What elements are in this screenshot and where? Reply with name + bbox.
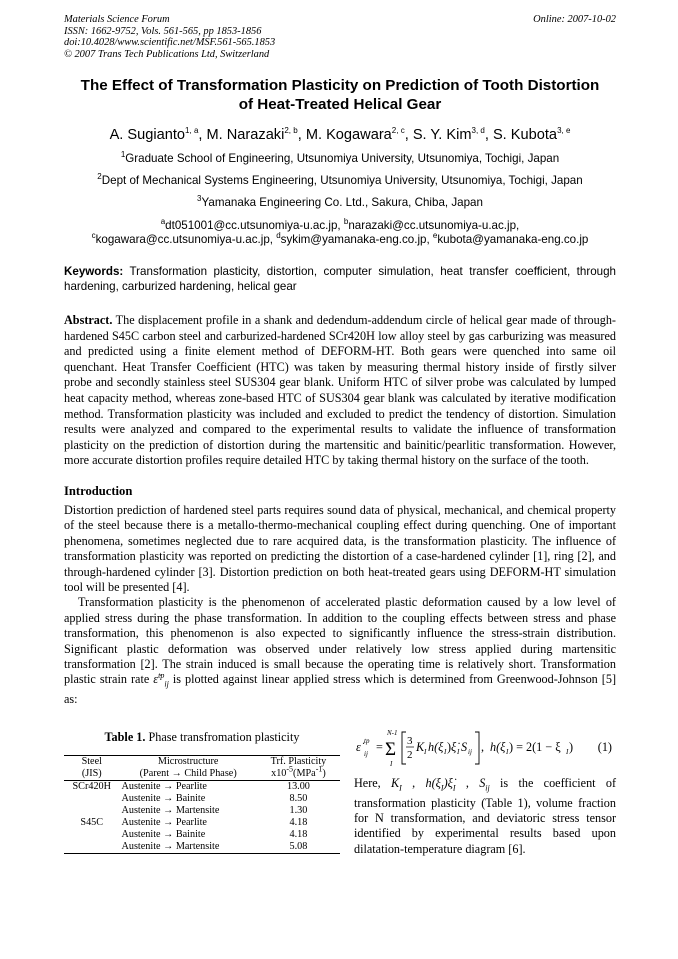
table-1	[64, 730, 340, 854]
table-row: SCr420H Austenite → Pearlite 13.00	[72, 780, 310, 792]
online-date: Online: 2007-10-02	[533, 14, 616, 25]
eq-comma: ,	[481, 739, 485, 754]
eq-s-sub: ij	[468, 747, 472, 756]
eq-sum: Σ	[385, 738, 397, 760]
intro-paragraph-2: Transformation plasticity is the phenomenon of accelerated plastic deformation caused by a low level of applied stress during the phase transformation. In addition to the coupling effects between stress and phase transformation, this phenomenon is also expected to significantly influence the stress-strain distribution. Significant plastic deformation was observed under relatively low stress applied during martensitic transformation [2]. The strain induced is small because the operating time is relatively short. Transformation plastic strain rate ε̇$^{tp}_{ij}$ is plotted against linear applied stress which is determined from Greenwood-Johnson [5] as:	[64, 595, 617, 707]
eq-rhs-end: )	[569, 739, 574, 754]
email-a[interactable]: dt051001@cc.utsunomiya-u.ac.jp,	[165, 219, 344, 232]
table-equation-area	[64, 712, 616, 862]
author: S. Kubota$^{3, e}$	[492, 126, 571, 143]
eq-bracket-right	[475, 732, 479, 764]
eq-lhs-sup: tp	[364, 736, 370, 745]
eq-s: S	[461, 739, 468, 754]
paper-page	[64, 14, 616, 862]
section-heading-introduction: Introduction	[64, 483, 133, 498]
equation-column	[354, 712, 616, 857]
eq-h-sub: I	[444, 747, 447, 756]
author: A. Sugianto$^{1, a}$,	[109, 126, 207, 143]
table-row: Austenite → Bainite 8.50	[121, 792, 308, 804]
col-subheader: (Parent → Child Phase)	[120, 768, 257, 781]
eq-xi-dot: ξ̇	[451, 739, 457, 754]
email-b[interactable]: narazaki@cc.utsunomiya-u.ac.jp,	[348, 219, 520, 232]
eq-frac-num: 3	[407, 734, 413, 747]
title-line-2: of Heat-Treated Helical Gear	[238, 96, 442, 113]
affiliation-1: $^1$Graduate School of Engineering, Utsunomiya University, Utsunomiya, Tochigi, Japan	[120, 150, 560, 165]
paper-title	[64, 76, 616, 114]
eq-sum-bot: I	[390, 759, 393, 768]
author-list	[64, 126, 616, 144]
title-line-1: The Effect of Transformation Plasticity on Prediction of Tooth Distortion	[80, 77, 600, 94]
equation-number: (1)	[597, 739, 612, 754]
abstract	[64, 313, 616, 469]
inline-strain-rate: ε̇$^{tp}_{ij}$	[153, 671, 169, 689]
abstract-text: The displacement profile in a shank and dedendum-addendum circle of helical gear made of through-hardened S45C carbon steel and carburized-hardened SCr420H low alloy steel by gas carburizing was measured and predicted using a finite element method of DEFORM-HT. Both gears were quenched into same oil quenchant. Heat Transfer Coefficient (HTC) was taken by measuring thermal history inside of firstly silver probe and secondly stainless steel SUS304 gear blank. Uniform HTC of silver probe was calculated by lumped heat capacity method, whereas zone-based HTC of SUS304 gear blank was calculated by iterative modification method. Transformation plasticity was included and excluded to predict the tendency of distortion. Simulation results were analyzed and compared to the experimental results to validate the influence of transformation plasticity on the prediction of distortion during the martensitic and bainitic/pearlitic transformation. However, more accurate distortion profiles require detailed HTC by taking thermal history on the surface of the tooth.	[64, 313, 616, 468]
author-emails: $^a$dt051001@cc.utsunomiya-u.ac.jp, $^b$narazaki@cc.utsunomiya-u.ac.jp, $^c$kogawara@cc.utsunomiya-u.ac.jp, $^d$sykim@yamanaka-eng.co.jp, $^e$kubota@yamanaka-eng.co.jp	[91, 217, 589, 246]
col-subheader: (JIS)	[64, 768, 120, 781]
eq-k: K	[416, 739, 425, 754]
table-row: Austenite → Martensite 5.08	[64, 841, 340, 854]
eq-equals: =	[376, 739, 383, 754]
email-d[interactable]: sykim@yamanaka-eng.co.jp,	[280, 233, 433, 246]
keywords-label: Keywords:	[64, 265, 124, 278]
table-row: Austenite → Martensite 1.30	[121, 804, 308, 816]
affiliation-3: $^3$Yamanaka Engineering Co. Ltd., Sakura, Chiba, Japan	[197, 194, 483, 209]
author: M. Narazaki$^{2, b}$,	[206, 126, 306, 143]
copyright: © 2007 Trans Tech Publications Ltd, Switzerland	[64, 48, 270, 60]
issn: ISSN: 1662-9752, Vols. 561-565, pp 1853-1856	[64, 25, 262, 37]
eq-rhs-sub2: I	[566, 747, 569, 756]
col-header: Trf. Plasticity	[257, 755, 340, 768]
table-row: Austenite → Bainite 4.18	[121, 828, 308, 840]
keywords-text: Transformation plasticity, distortion, computer simulation, heat transfer coefficient, through hardening, carburized hardening, helical gear	[64, 265, 616, 293]
affiliation-2: $^2$Dept of Mechanical Systems Engineering, Utsunomiya University, Utsunomiya, Tochigi, Japan	[97, 172, 583, 187]
email-e[interactable]: kubota@yamanaka-eng.co.jp	[437, 233, 589, 246]
eq-h: h(ξ	[428, 739, 444, 754]
table-row: S45C Austenite → Pearlite 4.18	[80, 816, 308, 828]
equation-explanation: Here, $K_I$ , $h(\xi_I)\xi̇_I$ , $S_{ij}$ is the coefficient of transformation plasticity (Table 1), volume fraction for N transformation, and deviatoric stress tensor identified by experimental results based upon dilatation-temperature diagram [6].	[354, 775, 617, 856]
col-header: Microstructure	[120, 755, 257, 768]
eq-rhs-sub: I	[506, 747, 509, 756]
keywords	[64, 265, 616, 294]
author: M. Kogawara$^{2, c}$,	[305, 126, 413, 143]
journal-header	[64, 14, 616, 60]
email-c[interactable]: kogawara@cc.utsunomiya-u.ac.jp,	[95, 233, 277, 246]
eq-rhs-tail: ) = 2(1 − ξ	[509, 739, 561, 754]
eq-lhs-sub: ij	[364, 749, 368, 758]
equation-1	[354, 726, 616, 770]
eq-lhs: ε̇	[356, 739, 361, 754]
table-caption: Table 1. Phase transfromation plasticity	[104, 729, 300, 744]
author: S. Y. Kim$^{3, d}$,	[412, 126, 493, 143]
eq-bracket-left	[402, 732, 406, 764]
col-subheader: $x10^{-5}(MPa^{-1})$	[257, 768, 340, 781]
eq-close-paren: )	[447, 739, 452, 754]
eq-rhs-h: h(ξ	[490, 739, 506, 754]
plasticity-table	[64, 755, 340, 854]
journal-name: Materials Science Forum	[64, 14, 170, 25]
col-header: Steel	[64, 755, 120, 768]
eq-k-sub: I	[424, 747, 427, 756]
abstract-label: Abstract.	[64, 313, 113, 327]
eq-sum-top: N-1	[387, 728, 398, 737]
doi[interactable]: doi:10.4028/www.scientific.net/MSF.561-565.1853	[64, 37, 276, 48]
eq-xi-sub: I	[457, 747, 460, 756]
intro-paragraph-1: Distortion prediction of hardened steel parts requires sound data of physical, mechanical, and chemical property of the steel because there is a metallo-thermo-mechanical coupling effect during quenching. One of important phenomena, sometimes neglected due to rare acquired data, is the transformation plasticity. The influence of transformation plasticity was reported on predicting the distortion of a case-hardened cylinder [1], ring [2], and through-hardened cylinder [3]. Distortion prediction on both heat-treated gears using DEFORM-HT simulation tool will be presented [4].	[64, 502, 616, 594]
eq-frac-den: 2	[407, 748, 413, 761]
